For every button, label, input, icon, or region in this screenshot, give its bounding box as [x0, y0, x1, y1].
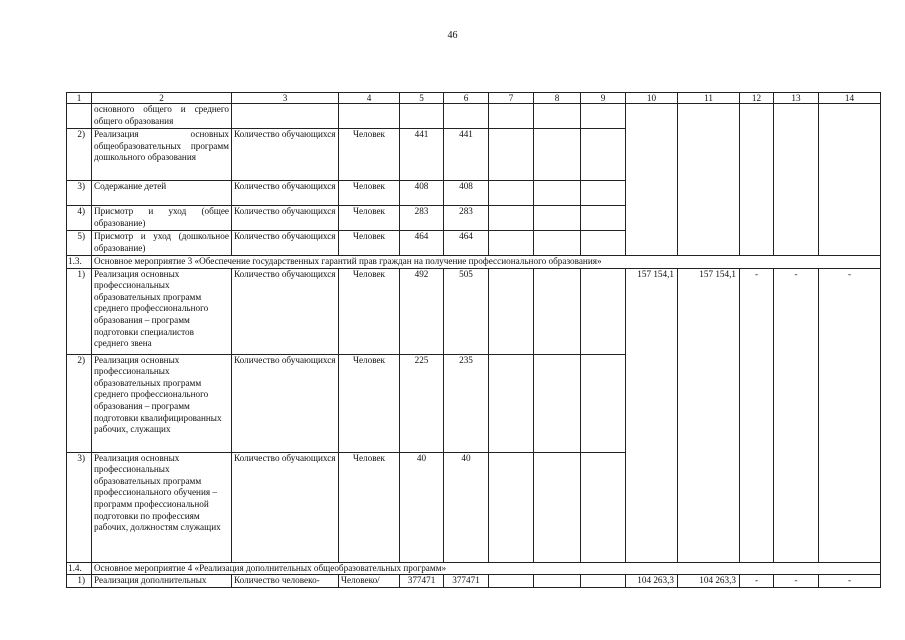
- cell-7: [489, 354, 534, 452]
- cell-9: [581, 129, 626, 181]
- section-number: 1.3.: [67, 256, 92, 269]
- cell-unit: Человеко/: [339, 575, 400, 588]
- cell-name: Присмотр и уход (дошкольное образование): [92, 231, 232, 256]
- cell-8: [534, 129, 581, 181]
- cell-10: 104 263,3: [626, 575, 678, 588]
- cell-unit: Человек: [339, 268, 400, 354]
- cell-9: [581, 268, 626, 354]
- cell-8: [534, 575, 581, 588]
- cell-7: [489, 231, 534, 256]
- cell-unit: Человек: [339, 231, 400, 256]
- cell-no: [67, 104, 92, 129]
- cell-no: 1): [67, 268, 92, 354]
- cell-7: [489, 206, 534, 231]
- cell-5: 225: [400, 354, 444, 452]
- cell-no: 4): [67, 206, 92, 231]
- header-cell: 6: [444, 93, 489, 104]
- table-row: [67, 104, 881, 129]
- cell-indicator: [232, 104, 339, 129]
- cell-8: [534, 206, 581, 231]
- section-title: Основное мероприятие 4 «Реализация дополнительных общеобразовательных программ»: [92, 562, 881, 575]
- header-cell: 10: [626, 93, 678, 104]
- cell-6: 283: [444, 206, 489, 231]
- cell-9: [581, 104, 626, 129]
- cell-6: 235: [444, 354, 489, 452]
- header-cell: 4: [339, 93, 400, 104]
- header-cell: 12: [740, 93, 774, 104]
- cell-name: Реализация основных общеобразовательных программ дошкольного образования: [92, 129, 232, 181]
- cell-no: 1): [67, 575, 92, 588]
- cell-6: 441: [444, 129, 489, 181]
- cell-indicator: Количество обучающихся: [232, 354, 339, 452]
- cell-9: [581, 452, 626, 562]
- cell-5: 283: [400, 206, 444, 231]
- section-row: [67, 562, 881, 575]
- cell-13: -: [774, 268, 819, 562]
- table-row: [67, 575, 881, 588]
- cell-name: Реализация основных профессиональных образовательных программ профессионального обучения – программ профессиональной подготовки по профессиям рабочих, должностям служащих: [92, 452, 232, 562]
- header-cell: 11: [678, 93, 740, 104]
- page-number: 46: [447, 30, 458, 41]
- header-cell: 9: [581, 93, 626, 104]
- cell-5: 40: [400, 452, 444, 562]
- cell-8: [534, 231, 581, 256]
- merged-cell-12: [740, 104, 774, 256]
- cell-unit: Человек: [339, 354, 400, 452]
- cell-5: [400, 104, 444, 129]
- cell-9: [581, 231, 626, 256]
- header-cell: 3: [232, 93, 339, 104]
- header-cell: 5: [400, 93, 444, 104]
- header-cell: 14: [819, 93, 881, 104]
- cell-indicator: Количество человеко-: [232, 575, 339, 588]
- cell-6: 408: [444, 181, 489, 206]
- merged-cell-11: [678, 104, 740, 256]
- cell-8: [534, 268, 581, 354]
- data-table: [66, 92, 881, 588]
- cell-7: [489, 129, 534, 181]
- cell-12: -: [740, 268, 774, 562]
- cell-no: 3): [67, 452, 92, 562]
- cell-name: Присмотр и уход (общее образование): [92, 206, 232, 231]
- cell-indicator: Количество обучающихся: [232, 231, 339, 256]
- cell-13: -: [774, 575, 819, 588]
- section-number: 1.4.: [67, 562, 92, 575]
- cell-indicator: Количество обучающихся: [232, 129, 339, 181]
- cell-8: [534, 354, 581, 452]
- cell-6: 505: [444, 268, 489, 354]
- cell-7: [489, 452, 534, 562]
- cell-indicator: Количество обучающихся: [232, 206, 339, 231]
- cell-14: -: [819, 268, 881, 562]
- cell-10: 157 154,1: [626, 268, 678, 562]
- cell-5: 492: [400, 268, 444, 354]
- cell-8: [534, 104, 581, 129]
- cell-6: 464: [444, 231, 489, 256]
- table-row: [67, 268, 881, 354]
- cell-name: Реализация основных профессиональных образовательных программ среднего профессионального образования – программ подготовки квалифицированных рабочих, служащих: [92, 354, 232, 452]
- merged-cell-10: [626, 104, 678, 256]
- section-title: Основное мероприятие 3 «Обеспечение государственных гарантий прав граждан на получение профессионального образования»: [92, 256, 881, 269]
- merged-cell-13: [774, 104, 819, 256]
- header-cell: 2: [92, 93, 232, 104]
- cell-9: [581, 575, 626, 588]
- cell-indicator: Количество обучающихся: [232, 181, 339, 206]
- section-row: [67, 256, 881, 269]
- cell-no: 5): [67, 231, 92, 256]
- cell-name: Реализация основных профессиональных образовательных программ среднего профессионального образования – программ подготовки специалистов среднего звена: [92, 268, 232, 354]
- cell-unit: Человек: [339, 206, 400, 231]
- cell-no: 2): [67, 354, 92, 452]
- cell-8: [534, 181, 581, 206]
- cell-name: Содержание детей: [92, 181, 232, 206]
- cell-7: [489, 268, 534, 354]
- cell-14: -: [819, 575, 881, 588]
- cell-unit: Человек: [339, 181, 400, 206]
- cell-unit: [339, 104, 400, 129]
- cell-no: 3): [67, 181, 92, 206]
- cell-9: [581, 354, 626, 452]
- cell-indicator: Количество обучающихся: [232, 268, 339, 354]
- cell-7: [489, 104, 534, 129]
- cell-5: 441: [400, 129, 444, 181]
- cell-5: 464: [400, 231, 444, 256]
- header-row: [67, 93, 881, 104]
- cell-6: 377471: [444, 575, 489, 588]
- cell-9: [581, 181, 626, 206]
- cell-5: 408: [400, 181, 444, 206]
- cell-7: [489, 575, 534, 588]
- cell-unit: Человек: [339, 452, 400, 562]
- merged-cell-14: [819, 104, 881, 256]
- cell-5: 377471: [400, 575, 444, 588]
- cell-unit: Человек: [339, 129, 400, 181]
- cell-name: основного общего и среднего общего образования: [92, 104, 232, 129]
- cell-7: [489, 181, 534, 206]
- header-cell: 1: [67, 93, 92, 104]
- cell-11: 104 263,3: [678, 575, 740, 588]
- header-cell: 7: [489, 93, 534, 104]
- cell-8: [534, 452, 581, 562]
- cell-6: [444, 104, 489, 129]
- cell-6: 40: [444, 452, 489, 562]
- header-cell: 13: [774, 93, 819, 104]
- cell-11: 157 154,1: [678, 268, 740, 562]
- cell-12: -: [740, 575, 774, 588]
- cell-name: Реализация дополнительных: [92, 575, 232, 588]
- cell-no: 2): [67, 129, 92, 181]
- cell-9: [581, 206, 626, 231]
- header-cell: 8: [534, 93, 581, 104]
- cell-indicator: Количество обучающихся: [232, 452, 339, 562]
